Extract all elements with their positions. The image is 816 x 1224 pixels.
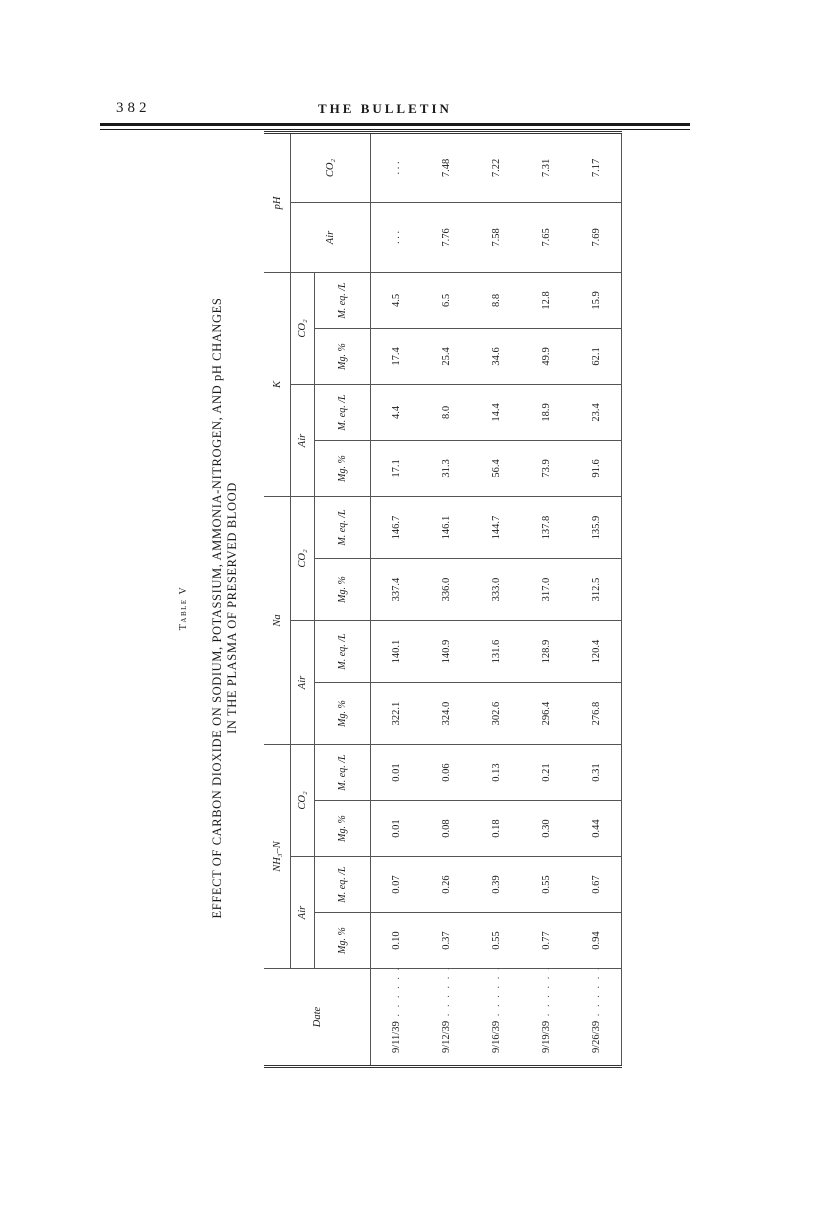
subheader-nh3-co2: CO₂ [291, 745, 315, 857]
leader-dots: . . . . . . [440, 965, 452, 1021]
cell-nh3-co2-mg: 0.08 [421, 801, 471, 857]
cell-k-air-mg: 31.3 [421, 440, 471, 496]
cell-k-air-mg: 73.9 [521, 440, 571, 496]
cell-k-co2-meq: 6.5 [421, 272, 471, 328]
cell-na-air-mg: 296.4 [521, 683, 571, 745]
cell-nh3-air-meq: 0.39 [471, 857, 521, 913]
cell-k-air-meq: 4.4 [371, 384, 422, 440]
cell-nh3-air-meq: 0.67 [571, 857, 622, 913]
cell-nh3-air-mg: 0.77 [521, 913, 571, 969]
cell-nh3-co2-meq: 0.01 [371, 745, 422, 801]
row-date-text: 9/11/39 [390, 1021, 402, 1053]
unit-header-meq: M. eq. /L [315, 857, 371, 913]
subheader-k-air: Air [291, 384, 315, 496]
cell-na-co2-mg: 336.0 [421, 559, 471, 621]
column-header-date: Date [264, 969, 371, 1067]
unit-header-mg: Mg. % [315, 559, 371, 621]
cell-k-co2-meq: 15.9 [571, 272, 622, 328]
leader-dots: . . . . . . [540, 965, 552, 1021]
cell-na-co2-meq: 135.9 [571, 496, 622, 558]
cell-na-air-meq: 120.4 [571, 621, 622, 683]
leader-dots: . . . . . . [490, 965, 502, 1021]
cell-nh3-co2-meq: 0.13 [471, 745, 521, 801]
table-title [210, 148, 240, 1068]
cell-ph-co2: 7.31 [521, 132, 571, 202]
cell-nh3-co2-mg: 0.01 [371, 801, 422, 857]
cell-na-co2-mg: 312.5 [571, 559, 622, 621]
cell-nh3-air-meq: 0.55 [521, 857, 571, 913]
group-header-na: Na [264, 496, 291, 744]
unit-header-meq: M. eq. /L [315, 745, 371, 801]
leader-dots: . . . . . . [590, 965, 602, 1021]
cell-ph-co2: 7.48 [421, 132, 471, 202]
cell-nh3-co2-meq: 0.31 [571, 745, 622, 801]
table-title-line-1: EFFECT OF CARBON DIOXIDE ON SODIUM, POTASSIUM, AMMONIA-NITROGEN, AND pH CHANGES [210, 297, 224, 919]
unit-header-mg: Mg. % [315, 440, 371, 496]
cell-nh3-air-mg: 0.10 [371, 913, 422, 969]
cell-nh3-air-mg: 0.37 [421, 913, 471, 969]
cell-na-co2-meq: 146.1 [421, 496, 471, 558]
cell-nh3-air-meq: 0.26 [421, 857, 471, 913]
cell-nh3-co2-mg: 0.44 [571, 801, 622, 857]
cell-ph-co2: . . . [371, 132, 422, 202]
subheader-na-co2: CO₂ [291, 496, 315, 620]
subheader-k-co2: CO₂ [291, 272, 315, 384]
cell-ph-co2: 7.22 [471, 132, 521, 202]
unit-header-mg: Mg. % [315, 913, 371, 969]
cell-na-air-mg: 322.1 [371, 683, 422, 745]
cell-k-co2-mg: 25.4 [421, 328, 471, 384]
cell-ph-air: 7.76 [421, 202, 471, 272]
table-row [371, 132, 422, 1066]
cell-ph-air: . . . [371, 202, 422, 272]
data-table [264, 131, 622, 1068]
page-number: 382 [116, 100, 151, 116]
cell-na-air-meq: 131.6 [471, 621, 521, 683]
cell-k-air-mg: 91.6 [571, 440, 622, 496]
subheader-ph-co2: CO₂ [291, 132, 371, 202]
group-header-nh3: NH₃–N [264, 745, 291, 969]
cell-nh3-air-meq: 0.07 [371, 857, 422, 913]
unit-header-meq: M. eq. /L [315, 496, 371, 558]
cell-na-air-meq: 128.9 [521, 621, 571, 683]
cell-na-co2-mg: 317.0 [521, 559, 571, 621]
cell-ph-air: 7.58 [471, 202, 521, 272]
cell-k-co2-meq: 8.8 [471, 272, 521, 328]
cell-k-air-mg: 56.4 [471, 440, 521, 496]
table-label: Table V [178, 585, 189, 631]
group-header-ph: pH [264, 132, 291, 272]
cell-k-air-meq: 23.4 [571, 384, 622, 440]
row-date [571, 965, 622, 1067]
cell-na-air-meq: 140.1 [371, 621, 422, 683]
cell-k-co2-mg: 34.6 [471, 328, 521, 384]
running-head: THE BULLETIN [318, 101, 452, 116]
unit-header-mg: Mg. % [315, 683, 371, 745]
group-header-k: K [264, 272, 291, 496]
row-date [471, 965, 521, 1067]
leader-dots: . . . . . . [390, 965, 402, 1022]
cell-na-co2-meq: 146.7 [371, 496, 422, 558]
cell-ph-co2: 7.17 [571, 132, 622, 202]
table-body [371, 132, 622, 1066]
table-row [571, 132, 622, 1066]
header-rule-thick [100, 123, 690, 126]
cell-na-air-mg: 324.0 [421, 683, 471, 745]
cell-k-co2-mg: 17.4 [371, 328, 422, 384]
cell-na-co2-mg: 337.4 [371, 559, 422, 621]
row-date-text: 9/26/39 [590, 1020, 602, 1053]
cell-ph-air: 7.65 [521, 202, 571, 272]
cell-na-co2-meq: 144.7 [471, 496, 521, 558]
row-date-text: 9/16/39 [490, 1020, 502, 1053]
table-title-line-2: IN THE PLASMA OF PRESERVED BLOOD [225, 482, 239, 734]
unit-header-mg: Mg. % [315, 328, 371, 384]
rotated-table-block [178, 148, 620, 1068]
cell-nh3-air-mg: 0.94 [571, 913, 622, 969]
row-date-text: 9/12/39 [440, 1020, 452, 1053]
table-row [421, 132, 471, 1066]
cell-k-air-meq: 18.9 [521, 384, 571, 440]
subheader-na-air: Air [291, 621, 315, 745]
header-rule-thin [100, 129, 690, 130]
cell-k-air-mg: 17.1 [371, 440, 422, 496]
cell-k-co2-meq: 12.8 [521, 272, 571, 328]
cell-na-air-mg: 276.8 [571, 683, 622, 745]
cell-k-air-meq: 14.4 [471, 384, 521, 440]
row-date [521, 965, 571, 1067]
cell-nh3-co2-mg: 0.18 [471, 801, 521, 857]
unit-header-meq: M. eq. /L [315, 272, 371, 328]
row-date [421, 965, 471, 1067]
row-date-text: 9/19/39 [540, 1020, 552, 1053]
cell-k-co2-mg: 49.9 [521, 328, 571, 384]
subheader-ph-air: Air [291, 202, 371, 272]
cell-nh3-co2-meq: 0.21 [521, 745, 571, 801]
cell-nh3-co2-mg: 0.30 [521, 801, 571, 857]
row-date [371, 965, 422, 1067]
subheader-nh3-air: Air [291, 857, 315, 969]
cell-nh3-air-mg: 0.55 [471, 913, 521, 969]
cell-na-co2-meq: 137.8 [521, 496, 571, 558]
unit-header-mg: Mg. % [315, 801, 371, 857]
cell-na-air-mg: 302.6 [471, 683, 521, 745]
cell-na-air-meq: 140.9 [421, 621, 471, 683]
unit-header-meq: M. eq. /L [315, 384, 371, 440]
cell-ph-air: 7.69 [571, 202, 622, 272]
table-row [521, 132, 571, 1066]
table-row [471, 132, 521, 1066]
cell-k-air-meq: 8.0 [421, 384, 471, 440]
cell-k-co2-meq: 4.5 [371, 272, 422, 328]
cell-nh3-co2-meq: 0.06 [421, 745, 471, 801]
unit-header-meq: M. eq. /L [315, 621, 371, 683]
cell-na-co2-mg: 333.0 [471, 559, 521, 621]
cell-k-co2-mg: 62.1 [571, 328, 622, 384]
